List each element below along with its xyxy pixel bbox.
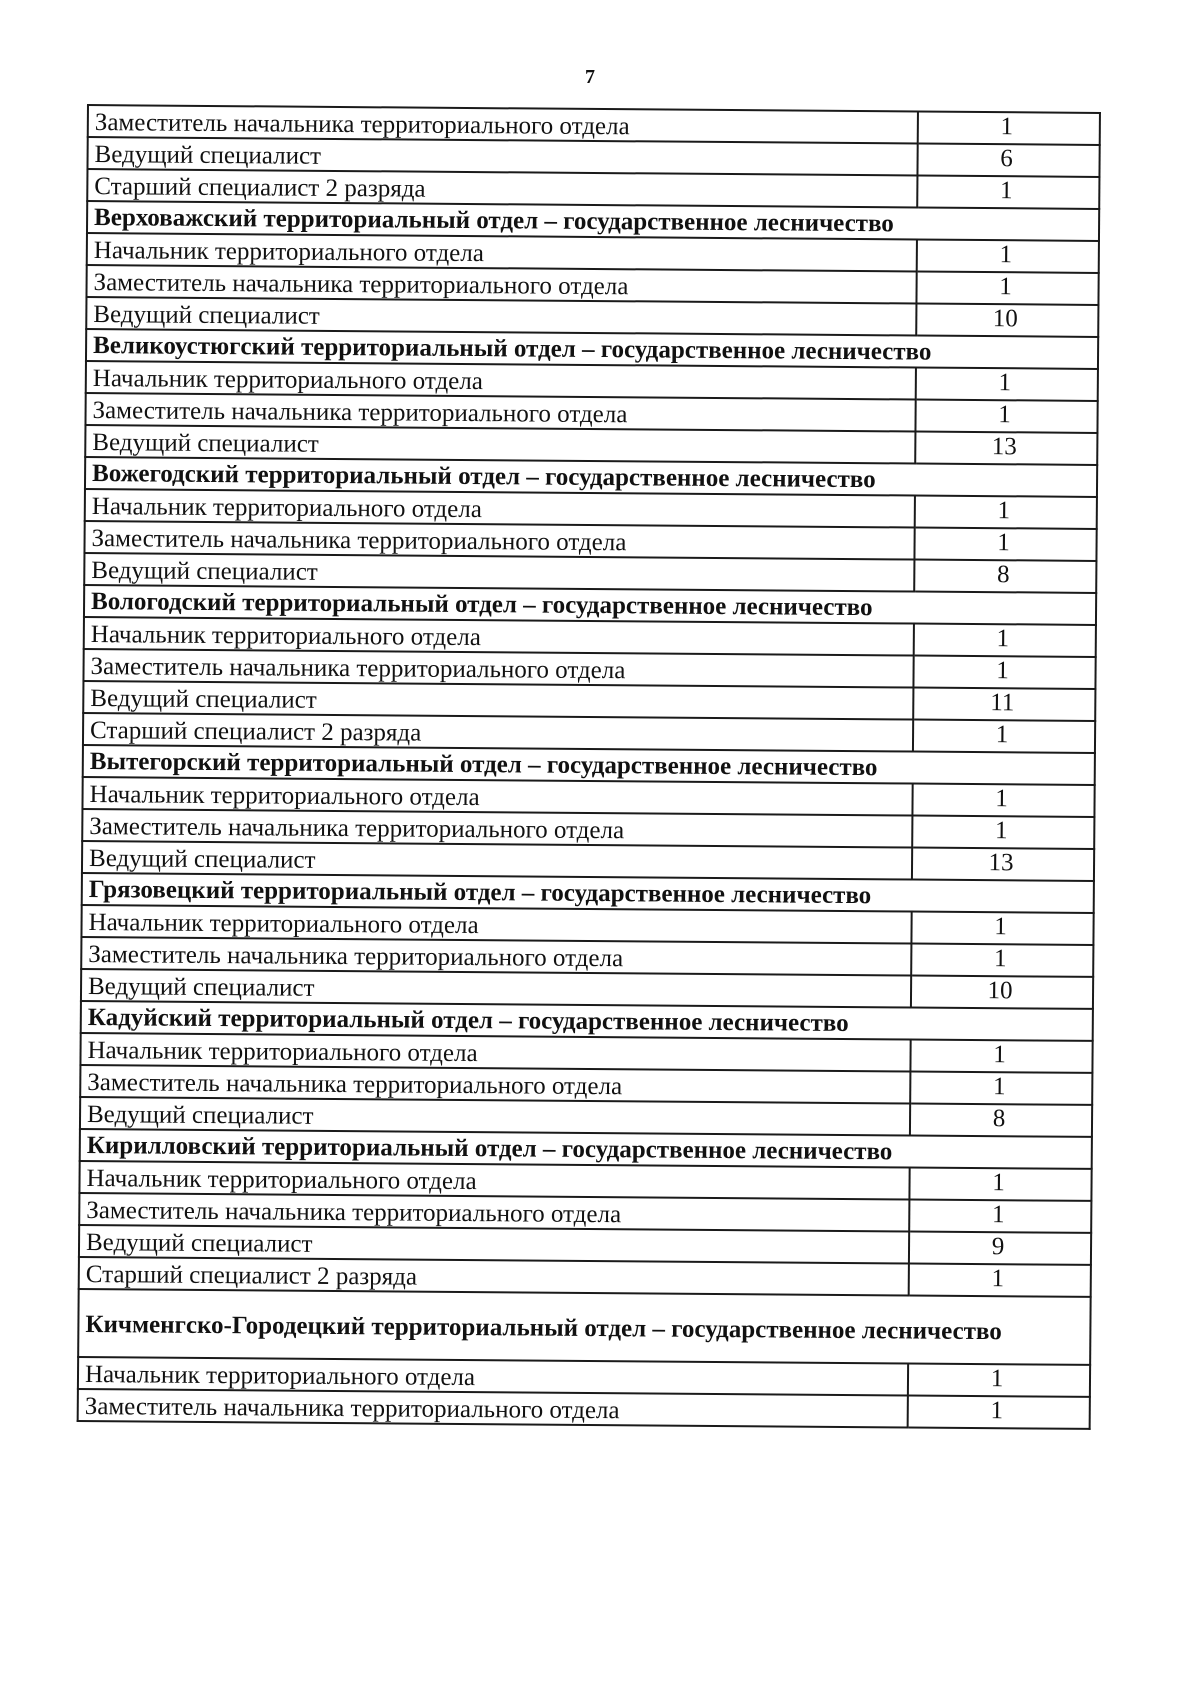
position-title: Начальник территориального отдела [86,361,916,400]
department-title: Кичменгско-Городецкий территориальный отдел – государственное лесничество [78,1289,1091,1365]
position-title: Заместитель начальника территориального отдела [85,393,915,432]
position-title: Ведущий специалист [80,1097,910,1136]
position-count: 1 [911,944,1093,977]
position-count: 1 [913,656,1095,689]
position-title: Заместитель начальника территориального отдела [81,937,911,976]
page-number: 7 [585,66,595,88]
position-count: 8 [914,560,1096,593]
position-count: 1 [912,816,1094,849]
position-title: Начальник территориального отдела [87,233,917,272]
position-title: Заместитель начальника территориального отдела [79,1193,909,1232]
position-count: 1 [911,912,1093,945]
position-count: 1 [909,1199,1091,1232]
position-count: 13 [915,432,1097,465]
position-count: 1 [914,528,1096,561]
position-title: Заместитель начальника территориального отдела [88,105,918,144]
position-title: Начальник территориального отдела [80,1033,910,1072]
position-count: 1 [910,1071,1092,1104]
position-title: Начальник территориального отдела [79,1161,909,1200]
position-count: 1 [908,1395,1090,1428]
position-count: 1 [917,176,1099,209]
position-title: Ведущий специалист [81,969,911,1008]
position-title: Заместитель начальника территориального отдела [83,649,913,688]
position-count: 1 [910,1039,1092,1072]
position-title: Заместитель начальника территориального отдела [80,1065,910,1104]
position-count: 1 [915,400,1097,433]
position-count: 9 [909,1231,1091,1264]
position-title: Ведущий специалист [82,841,912,880]
position-title: Заместитель начальника территориального отдела [78,1389,908,1428]
department-title: Кирилловский территориальный отдел – государственное лесничество [80,1129,1092,1169]
position-title: Ведущий специалист [85,425,915,464]
position-count: 11 [913,688,1095,721]
position-count: 10 [911,975,1093,1008]
position-count: 1 [916,272,1098,305]
position-title: Ведущий специалист [83,681,913,720]
position-count: 1 [913,720,1095,753]
department-title: Вологодский территориальный отдел – государственное лесничество [84,585,1096,625]
position-title: Старший специалист 2 разряда [79,1257,909,1296]
position-title: Ведущий специалист [87,137,917,176]
position-title: Ведущий специалист [86,297,916,336]
position-title: Начальник территориального отдела [78,1357,908,1396]
position-count: 8 [910,1103,1092,1136]
position-count: 1 [916,368,1098,401]
position-title: Начальник территориального отдела [85,489,915,528]
position-title: Заместитель начальника территориального отдела [84,521,914,560]
position-title: Ведущий специалист [84,553,914,592]
department-title: Великоустюгский территориальный отдел – государственное лесничество [86,329,1098,369]
position-count: 13 [912,848,1094,881]
department-title: Кадуйский территориальный отдел – государственное лесничество [81,1001,1093,1041]
position-row [78,1389,1090,1429]
department-title: Грязовецкий территориальный отдел – государственное лесничество [82,873,1094,913]
position-count: 1 [918,112,1100,145]
position-count: 1 [912,784,1094,817]
position-title: Начальник территориального отдела [84,617,914,656]
department-title: Вытегорский территориальный отдел – государственное лесничество [83,745,1095,785]
position-title: Ведущий специалист [79,1225,909,1264]
staffing-table-body [78,105,1100,1429]
position-count: 1 [908,1363,1090,1396]
position-title: Заместитель начальника территориального отдела [82,809,912,848]
position-title: Старший специалист 2 разряда [83,713,913,752]
department-title: Верховажский территориальный отдел – государственное лесничество [87,201,1099,241]
position-title: Начальник территориального отдела [82,777,912,816]
position-count: 1 [909,1167,1091,1200]
position-count: 10 [916,304,1098,337]
position-title: Старший специалист 2 разряда [87,169,917,208]
position-count: 1 [914,624,1096,657]
position-count: 6 [917,144,1099,177]
position-count: 1 [917,240,1099,273]
position-title: Начальник территориального отдела [81,905,911,944]
position-count: 1 [915,496,1097,529]
staffing-table [77,104,1101,1430]
department-header-row [78,1289,1091,1365]
position-count: 1 [909,1263,1091,1296]
position-title: Заместитель начальника территориального отдела [86,265,916,304]
department-title: Вожегодский территориальный отдел – государственное лесничество [85,457,1097,497]
